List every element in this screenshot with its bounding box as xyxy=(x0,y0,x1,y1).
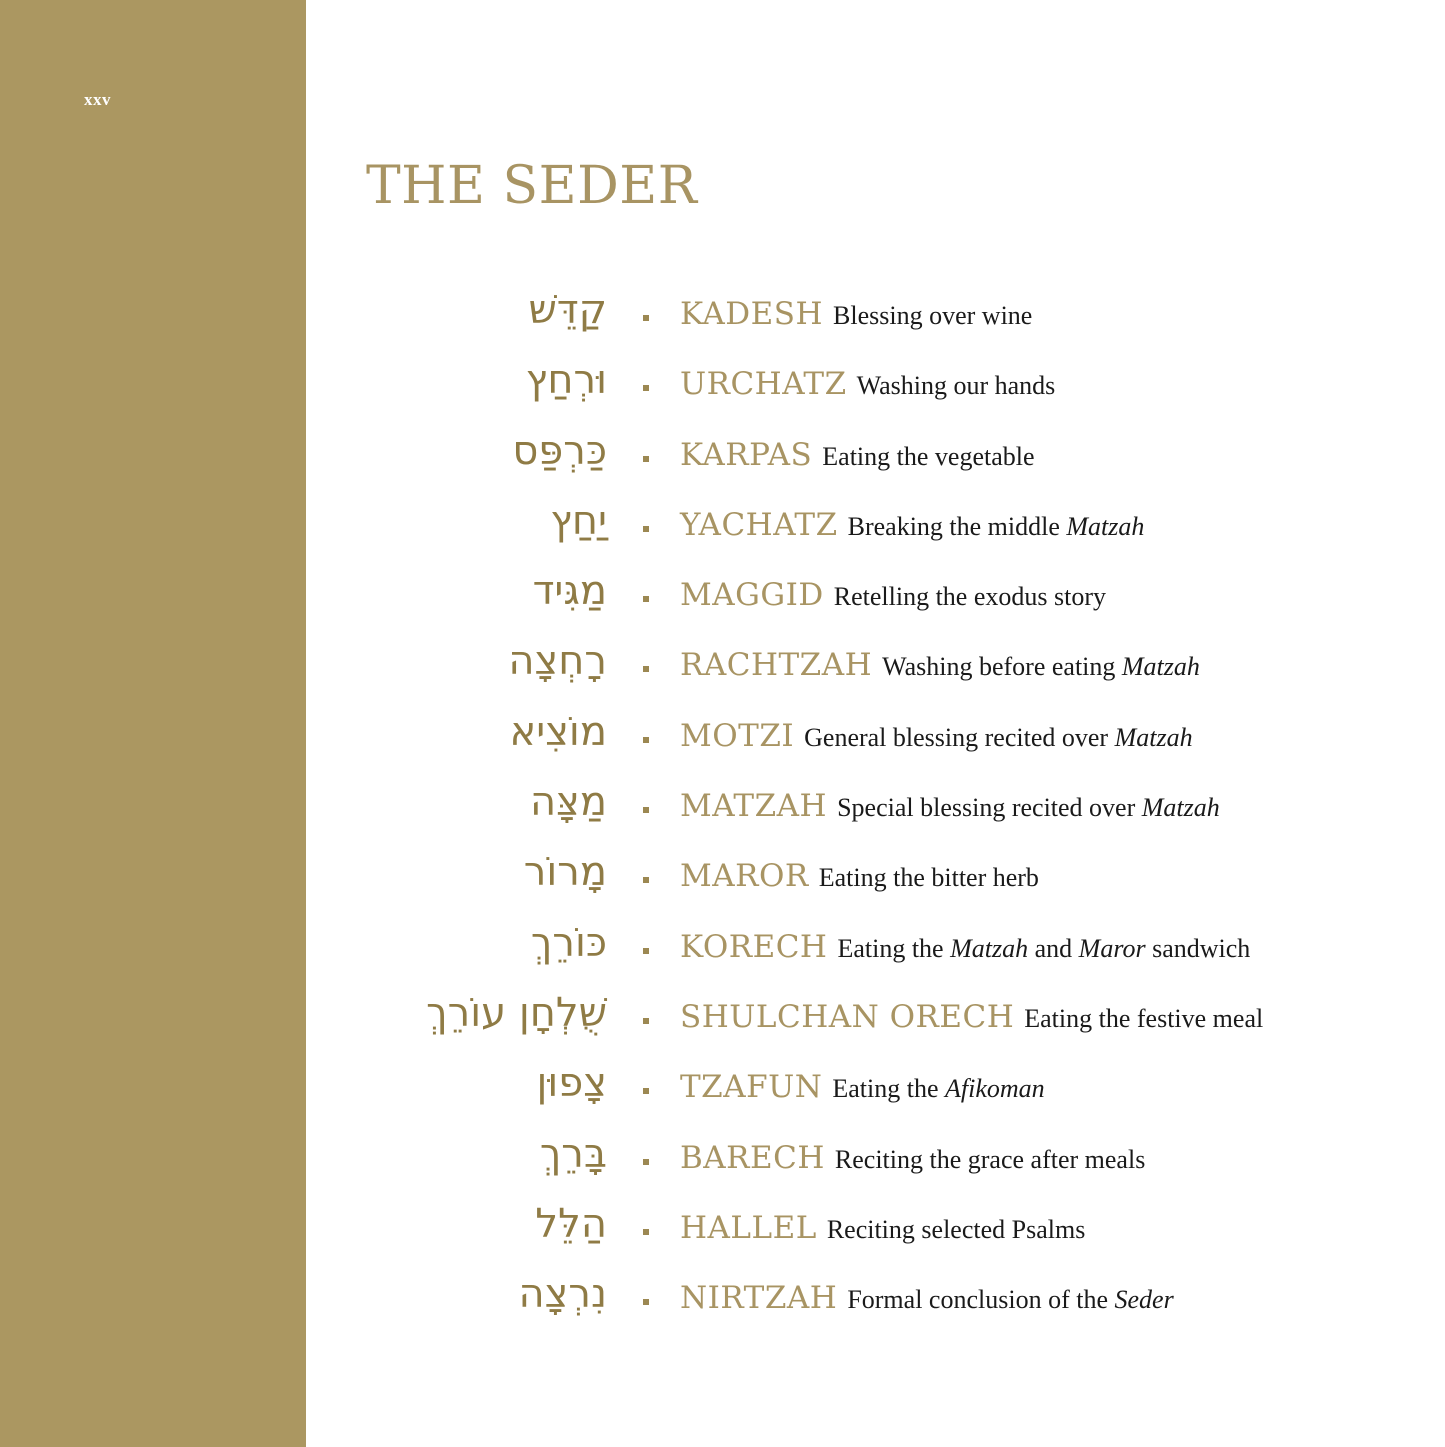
step-name: KARPAS xyxy=(680,436,813,473)
step-name: RACHTZAH xyxy=(680,647,873,684)
step-description xyxy=(827,1215,1086,1244)
seder-steps-list xyxy=(0,282,1445,1336)
step-text xyxy=(680,437,1035,474)
step-name: KADESH xyxy=(680,296,824,332)
seder-step-shulchan-orech xyxy=(0,985,1445,1055)
step-name: URCHATZ xyxy=(680,366,847,403)
seder-step-yachatz xyxy=(0,493,1445,563)
bullet-icon xyxy=(643,1299,649,1305)
step-hebrew: מַגִּיד xyxy=(532,568,607,615)
step-description xyxy=(1024,1004,1263,1033)
step-hebrew: כַּרְפַּס xyxy=(512,427,607,474)
step-name: KORECH xyxy=(680,928,828,965)
step-hebrew: הַלֵּל xyxy=(535,1200,607,1247)
seder-step-korech xyxy=(0,915,1445,985)
step-hebrew: צָפוּן xyxy=(536,1060,607,1107)
bullet-icon xyxy=(643,315,649,321)
bullet-icon xyxy=(643,807,649,813)
seder-step-nirtzah xyxy=(0,1266,1445,1336)
seder-step-maggid xyxy=(0,563,1445,633)
step-text xyxy=(680,366,1055,403)
bullet-icon xyxy=(643,526,649,532)
seder-step-urchatz xyxy=(0,352,1445,422)
bullet-icon xyxy=(643,1018,649,1024)
step-name: MATZAH xyxy=(680,788,828,825)
step-text xyxy=(680,1140,1145,1177)
step-text xyxy=(680,999,1263,1036)
step-hebrew: שֻׁלְחָן עוֹרֵךְ xyxy=(426,989,607,1036)
page-title: THE SEDER xyxy=(366,156,698,216)
seder-step-hallel xyxy=(0,1196,1445,1266)
bullet-icon xyxy=(643,1159,649,1165)
step-description xyxy=(847,1285,1173,1314)
step-description xyxy=(819,863,1039,892)
step-text xyxy=(680,647,1200,684)
bullet-icon xyxy=(643,1088,649,1094)
step-description-text: Eating the xyxy=(837,933,951,963)
step-description-text: Blessing over wine xyxy=(833,301,1033,330)
step-description-italic: Afikoman xyxy=(945,1074,1045,1104)
bullet-icon xyxy=(643,877,649,883)
step-description-text: Eating the bitter herb xyxy=(818,863,1039,893)
step-description xyxy=(832,1074,1044,1103)
page-number: xxv xyxy=(84,90,111,109)
step-description-text: Reciting selected Psalms xyxy=(826,1214,1086,1244)
bullet-icon xyxy=(643,456,649,462)
seder-step-karpas xyxy=(0,423,1445,493)
step-text xyxy=(680,507,1144,544)
step-hebrew: וּרְחַץ xyxy=(525,357,607,404)
step-description xyxy=(804,723,1192,752)
step-description-italic: Matzah xyxy=(1066,511,1145,541)
seder-step-motzi xyxy=(0,704,1445,774)
bullet-icon xyxy=(643,666,649,672)
bullet-icon xyxy=(643,737,649,743)
seder-step-matzah xyxy=(0,774,1445,844)
seder-step-kadesh xyxy=(0,282,1445,352)
step-description-italic: Matzah xyxy=(1114,722,1193,752)
seder-step-rachtzah xyxy=(0,633,1445,703)
bullet-icon xyxy=(643,1229,649,1235)
step-hebrew: מוֹצִיא xyxy=(509,708,607,755)
step-description xyxy=(833,301,1032,330)
step-description-text: Washing before eating xyxy=(882,652,1122,682)
step-description-text: Retelling the exodus story xyxy=(833,582,1107,612)
step-description-text: Eating the vegetable xyxy=(822,441,1035,471)
step-text xyxy=(680,788,1220,825)
step-name: YACHATZ xyxy=(680,506,838,543)
step-text xyxy=(680,1069,1045,1106)
bullet-icon xyxy=(643,948,649,954)
seder-step-barech xyxy=(0,1126,1445,1196)
step-description xyxy=(834,582,1106,611)
bullet-icon xyxy=(643,596,649,602)
step-hebrew: מַצָּה xyxy=(529,779,607,826)
step-description-text: Washing our hands xyxy=(856,371,1056,401)
step-name: MAGGID xyxy=(680,577,824,614)
step-name: TZAFUN xyxy=(680,1069,823,1106)
step-hebrew: יַחַץ xyxy=(550,497,607,544)
step-name: SHULCHAN ORECH xyxy=(680,998,1015,1035)
step-description-text: General blessing recited over xyxy=(804,722,1115,752)
step-name: BARECH xyxy=(680,1139,825,1176)
step-name: HALLEL xyxy=(680,1209,817,1246)
step-description-text: Eating the festive meal xyxy=(1024,1003,1264,1033)
step-description xyxy=(848,512,1145,541)
step-description-text: Eating the xyxy=(832,1074,946,1104)
step-hebrew: נִרְצָה xyxy=(518,1271,607,1318)
step-hebrew: מָרוֹר xyxy=(523,849,607,896)
step-text xyxy=(680,858,1039,895)
step-hebrew: בָּרֵךְ xyxy=(539,1130,607,1177)
step-description-text: Reciting the grace after meals xyxy=(834,1144,1146,1174)
step-hebrew: כּוֹרֵךְ xyxy=(530,919,607,966)
seder-step-maror xyxy=(0,844,1445,914)
step-name: MAROR xyxy=(680,858,809,895)
step-text xyxy=(680,718,1193,755)
seder-step-tzafun xyxy=(0,1055,1445,1125)
step-description-text: and xyxy=(1028,933,1079,963)
step-text xyxy=(680,577,1106,614)
step-text xyxy=(680,1210,1085,1247)
step-name: MOTZI xyxy=(680,717,795,754)
step-description xyxy=(857,371,1056,400)
step-name: NIRTZAH xyxy=(680,1280,838,1317)
step-description xyxy=(882,652,1200,681)
step-description xyxy=(837,793,1220,822)
step-description xyxy=(835,1145,1145,1174)
step-text xyxy=(680,929,1250,966)
step-hebrew: רָחְצָה xyxy=(508,638,607,685)
step-description-text: Special blessing recited over xyxy=(837,793,1142,823)
step-description-italic: Matzah xyxy=(1141,793,1220,823)
step-text xyxy=(680,1280,1174,1317)
step-text xyxy=(680,296,1032,333)
step-description-italic: Matzah xyxy=(950,933,1029,963)
step-hebrew: קַדֵּשׁ xyxy=(528,287,607,333)
step-description-text: sandwich xyxy=(1145,933,1251,963)
step-description xyxy=(837,934,1250,963)
step-description-italic: Maror xyxy=(1078,933,1146,963)
step-description-italic: Matzah xyxy=(1121,652,1200,682)
step-description-text: Formal conclusion of the xyxy=(847,1285,1115,1315)
step-description-text: Breaking the middle xyxy=(847,511,1067,541)
bullet-icon xyxy=(643,385,649,391)
step-description xyxy=(822,442,1034,471)
step-description-italic: Seder xyxy=(1114,1285,1174,1315)
